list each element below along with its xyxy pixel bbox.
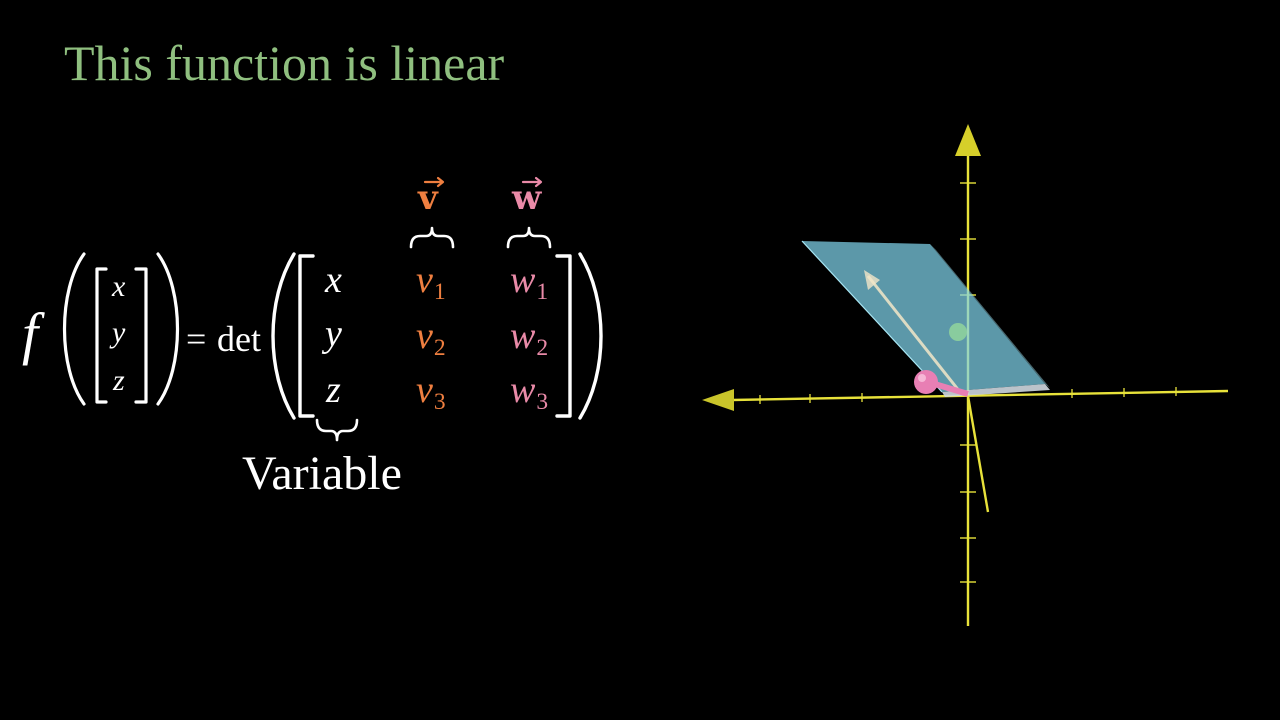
pink-sphere-highlight <box>918 374 926 382</box>
input-entry-x: x <box>112 270 126 303</box>
matrix-w3-base: w <box>510 369 536 411</box>
v-arrow-accent-icon <box>425 178 443 186</box>
equals-sign: = <box>186 319 207 359</box>
left-paren-matrix <box>273 254 294 418</box>
matrix-v2-base: v <box>416 315 433 357</box>
right-bracket-input <box>136 269 146 402</box>
variable-label: Variable <box>242 447 402 500</box>
matrix-w2-base: w <box>510 315 536 357</box>
left-paren-input <box>65 254 85 404</box>
matrix-y: y <box>325 313 342 355</box>
vector-v-label: v <box>418 178 438 218</box>
input-entry-y: y <box>112 316 126 349</box>
left-bracket-matrix <box>300 256 313 416</box>
matrix-w1-sub: 1 <box>536 278 549 305</box>
matrix-x: x <box>325 259 342 301</box>
axis-depth <box>968 396 988 512</box>
det-operator: det <box>217 319 261 359</box>
matrix-v3-base: v <box>416 369 433 411</box>
matrix-v2-sub: 2 <box>433 334 446 361</box>
matrix-v1-sub: 1 <box>433 278 446 305</box>
matrix-w1-base: w <box>510 259 536 301</box>
right-paren-matrix <box>580 254 601 418</box>
3d-scene <box>702 124 1228 626</box>
matrix-w2-sub: 2 <box>536 334 549 361</box>
brace-w <box>508 228 550 247</box>
vector-w-label: w <box>512 178 542 218</box>
w-arrow-accent-icon <box>523 178 541 186</box>
axis-horizontal-arrowhead-icon <box>702 389 734 411</box>
pink-sphere-icon <box>914 370 938 394</box>
function-name: f <box>22 301 39 366</box>
input-entry-z: z <box>113 364 125 397</box>
matrix-v3-sub: 3 <box>433 388 446 415</box>
slide-title: This function is linear <box>64 35 505 91</box>
matrix-w3-sub: 3 <box>536 388 549 415</box>
matrix-z: z <box>326 369 341 411</box>
right-paren-input <box>158 254 178 404</box>
brace-v <box>411 228 453 247</box>
axis-vertical-arrowhead-icon <box>955 124 981 156</box>
right-bracket-matrix <box>557 256 570 416</box>
left-bracket-input <box>97 269 106 402</box>
matrix-v1-base: v <box>416 259 433 301</box>
brace-variable <box>317 420 357 440</box>
green-marker <box>949 323 967 341</box>
span-plane-top <box>802 241 1045 392</box>
